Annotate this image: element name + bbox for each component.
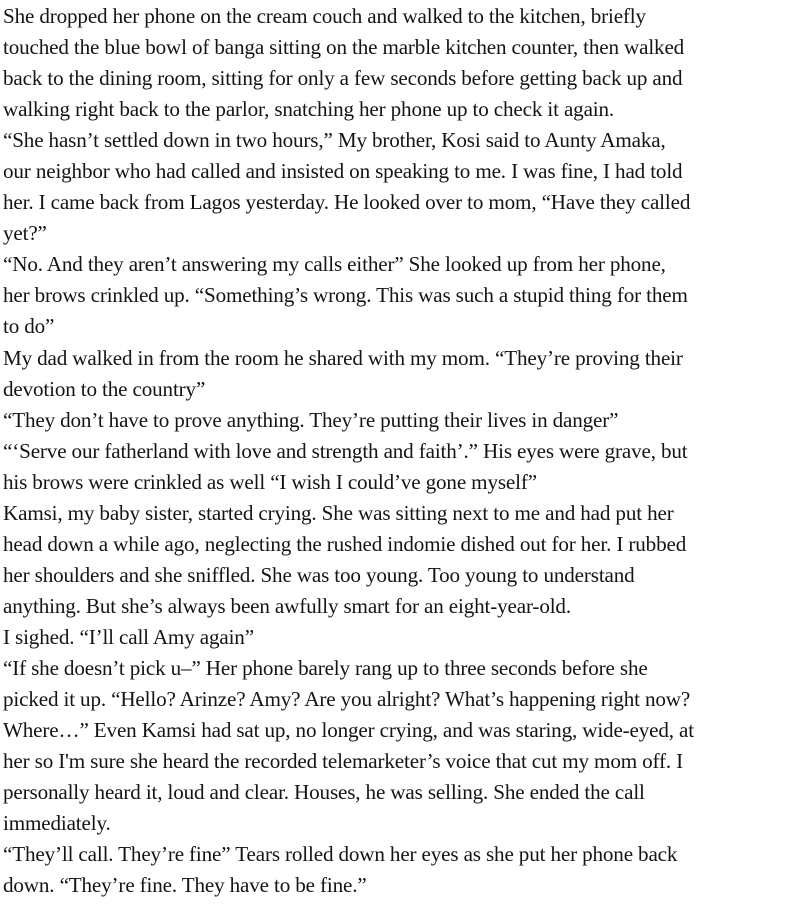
text-line: picked it up. “Hello? Arinze? Amy? Are you alright? What’s happening right now? [3, 687, 691, 712]
text-line: immediately. [3, 811, 111, 836]
text-line: walking right back to the parlor, snatching her phone up to check it again. [3, 97, 615, 122]
text-line: devotion to the country” [3, 376, 206, 401]
text-line: touched the blue bowl of banga sitting on the marble kitchen counter, then walked [3, 35, 685, 60]
text-line: “They don’t have to prove anything. They’re putting their lives in danger” [3, 407, 619, 432]
text-line: head down a while ago, neglecting the rushed indomie dished out for her. I rubbed [3, 531, 687, 556]
text-line: back to the dining room, sitting for only a few seconds before getting back up and [3, 66, 683, 91]
text-line: to do” [3, 314, 55, 339]
text-line: “She hasn’t settled down in two hours,” My brother, Kosi said to Aunty Amaka, [3, 128, 666, 153]
text-line: her brows crinkled up. “Something’s wrong. This was such a stupid thing for them [3, 283, 688, 308]
text-line: “No. And they aren’t answering my calls either” She looked up from her phone, [3, 252, 666, 277]
text-line: her shoulders and she sniffled. She was too young. Too young to understand [3, 562, 635, 587]
text-line: “They’ll call. They’re fine” Tears rolled down her eyes as she put her phone back [3, 842, 678, 867]
text-line: personally heard it, loud and clear. Houses, he was selling. She ended the call [3, 780, 645, 805]
text-line: his brows were crinkled as well “I wish I could’ve gone myself” [3, 469, 537, 494]
text-line: “‘Serve our fatherland with love and strength and faith’.” His eyes were grave, but [3, 438, 688, 463]
text-line: yet?” [3, 221, 47, 246]
text-line: She dropped her phone on the cream couch and walked to the kitchen, briefly [3, 4, 646, 28]
text-line: “If she doesn’t pick u–” Her phone barely rang up to three seconds before she [3, 655, 648, 680]
text-line: her. I came back from Lagos yesterday. He looked over to mom, “Have they called [3, 190, 691, 215]
text-line: our neighbor who had called and insisted on speaking to me. I was fine, I had told [3, 159, 683, 184]
story-text [3, 1, 800, 901]
text-line: Kamsi, my baby sister, started crying. She was sitting next to me and had put her [3, 500, 674, 525]
text-line: I sighed. “I’ll call Amy again” [3, 624, 254, 649]
text-line: her so I'm sure she heard the recorded telemarketer’s voice that cut my mom off. I [3, 749, 684, 774]
text-line: Where…” Even Kamsi had sat up, no longer crying, and was staring, wide-eyed, at [3, 718, 694, 743]
text-line: down. “They’re fine. They have to be fine.” [3, 873, 367, 898]
text-line: anything. But she’s always been awfully smart for an eight-year-old. [3, 593, 571, 618]
text-line: My dad walked in from the room he shared with my mom. “They’re proving their [3, 345, 683, 370]
